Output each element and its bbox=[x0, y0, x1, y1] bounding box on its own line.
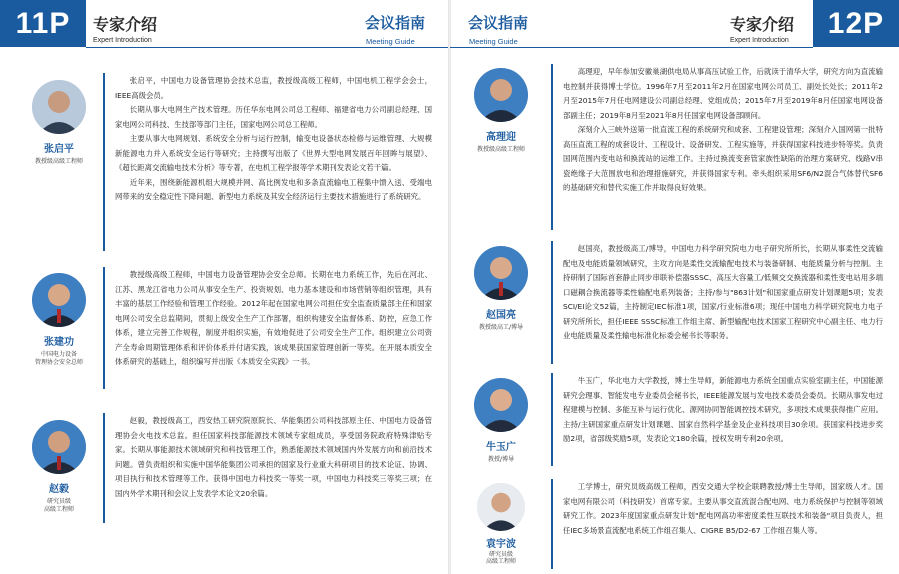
section-title: 专家介绍 bbox=[730, 15, 795, 34]
bio-accent-bar bbox=[103, 413, 105, 523]
bio-accent-bar bbox=[103, 73, 105, 251]
guide-title: 会议指南 bbox=[468, 14, 529, 32]
expert-name: 高理迎 bbox=[486, 132, 516, 143]
expert-bio: 教授级高级工程师，中国电力设备管理协会安全总师。长期在电力系统工作，先后在河北、江苏、黑龙江省电力公司从事安全生产、投资规划、电力基本建设和市场营销等组织管理，具有丰富的基层工作经验和管理工作经验。2012年起在国家电网公司担任安全监查质量部主任和国家电网公司安全总监期间，贯彻上级安全生产工作部署，组织构建安全监督体系、防控，应急工作体系，建立完善工作规程，制度并组织实施，有效地促进了公司安全生产工作。组织建立公司资产全寿命周期管理体系和评价体系并付诸实践，该成果获国家管理创新一等奖。在开展本质安全体系研究的基础上，组织编写并出版《本质安全实践》一书。 bbox=[115, 270, 432, 366]
bio-accent-bar bbox=[103, 267, 105, 389]
expert-name: 赵国亮 bbox=[486, 310, 516, 321]
expert-photo bbox=[474, 68, 528, 122]
expert-name: 袁宇波 bbox=[486, 539, 516, 550]
expert-bio: 工学博士，研究员级高级工程师，西安交通大学校企联聘教授/博士生导师，国家级人才。国家电网有限公司（科技研发）首席专家。主要从事交直流混合配电网、电力系统保护与控制等领域研究工作。2023年度国家重点研发计划"配电网高功率密度柔性互联技术和装备"项目负责人，担任IEC多场景直流配电系统工作组召集人、CIGRE B5/D2-67 工作组召集人等。 bbox=[563, 482, 883, 535]
expert-name: 张启平 bbox=[44, 144, 74, 155]
expert-title: 中国电力设备 管理协会安全总师 bbox=[34, 351, 83, 366]
expert-bio: 牛玉广，华北电力大学教授，博士生导师，新能源电力系统全国重点实验室副主任，中国能源研究会理事、智能发电专业委员会秘书长，IEEE能源发展与发电技术委员会委员。长期从事发电过程建模与控制、多能互补与运行优化、源网协同智能调控技术研究，多项技术成果获得推广应用。主持/主研国家重点研发计划课题、国家自然科学基金及企业科技项目30余项。获国家科技进步奖励2项，省部级奖励5项，发表论文180余篇，授权发明专利20余项。 bbox=[563, 376, 883, 443]
expert-photo bbox=[32, 80, 86, 134]
expert-title: 研究员级 高级工程师 bbox=[43, 498, 74, 513]
expert-bio: 赵毅，教授级高工，西安热工研究院原院长、华能集团公司科技部原主任、中国电力设备管理协会火电技术总监。担任国家科技部能源技术领域专家组成员，享受国务院政府特殊津贴专家。长期从事能源技术领域研究和科技管理工作，熟悉能源技术领域国内外发展方向和前沿技术问题。曾负责组织和实施中国华能集团公司承担的国家及行业重大科研项目的技术论证、协调、项目执行和技术管理等工作。获得中国电力科技奖一等奖一项，中国电力科技奖三等奖三项；在国内外学术期刊和会议上发表学术论文20余篇。 bbox=[115, 416, 432, 498]
expert-bio: 赵国亮，教授级高工/博导，中国电力科学研究院电力电子研究所所长，长期从事柔性交流输配电及电能质量领域研究，主攻方向是柔性交流输配电技术与装备研制、电能质量分析与控制。主持研制了国际首套静止同步串联补偿器SSSC、高压大容量工/低频交交换流器和柔性变电站用多端口磁耦合换流器等柔性输配电系列装备；主持/参与"863计划"和国家重点研发计划课题5项；发表SCI/EI论文52篇，主持制定IEC标准1项，国家/行业标准6项；现任中国电力科学研究院电力电子研究所所长，担任IEEE SSSC标准工作组主席、新型输配电技术国家工程研究中心副主任、电力行业电能质量及柔性输电标准化标委会秘书长等职务。 bbox=[563, 244, 883, 340]
header-rule bbox=[86, 47, 449, 48]
header-rule bbox=[450, 47, 813, 48]
expert-name: 赵毅 bbox=[49, 484, 69, 495]
expert-photo bbox=[477, 483, 525, 531]
page-number: 11P bbox=[0, 0, 86, 47]
expert-bio: 张启平，中国电力设备管理协会技术总监，教授级高级工程师，中国电机工程学会会士，IEEE高级会员。 长期从事大电网生产技术管理。历任华东电网公司总工程师、福建省电力公司副总经理、国家电网公司科技、生技部等部门主任，国家电网公司总工程师。 主要从事大电网规划、系统安全分析与运行控制，输变电设备状态检修与运维管理、大规模新能源电力并入系统安全运行等研究；主持撰写出版了《世界大型电网发展百年回眸与展望》、《超长距离交流输电技术分析》等专著，在电机工程学报等学术期刊发表论文若干篇。 近年来，围绕新能源机组大规模并网、高比例发电和多条直流输电工程集中馈入送、受端电网带来的安全稳定性下降问题、新型电力系统及其安全经济运行主要技术措施进行了系统研究。 bbox=[115, 76, 432, 201]
bio-accent-bar bbox=[551, 479, 553, 569]
section-title: 专家介绍 bbox=[93, 15, 158, 34]
bio-accent-bar bbox=[551, 64, 553, 230]
right-page bbox=[450, 0, 899, 574]
expert-title: 教授级高级工程师 bbox=[34, 158, 83, 165]
expert-title: 教授级高级工程师 bbox=[476, 146, 525, 153]
expert-title: 教授级高工/博导 bbox=[478, 324, 524, 331]
expert-title: 研究员级 高级工程师 bbox=[485, 551, 516, 565]
guide-subtitle: Meeting Guide bbox=[469, 37, 518, 46]
bio-accent-bar bbox=[551, 373, 553, 466]
expert-name: 张建功 bbox=[44, 337, 74, 348]
page-number: 12P bbox=[813, 0, 899, 47]
section-subtitle: Expert Introduction bbox=[730, 37, 789, 44]
expert-name: 牛玉广 bbox=[486, 442, 516, 453]
bio-accent-bar bbox=[551, 241, 553, 364]
guide-subtitle: Meeting Guide bbox=[366, 37, 415, 46]
left-page bbox=[0, 0, 449, 574]
expert-photo bbox=[32, 420, 86, 474]
guide-title: 会议指南 bbox=[365, 14, 426, 32]
expert-photo bbox=[474, 246, 528, 300]
section-subtitle: Expert Introduction bbox=[93, 37, 152, 44]
expert-photo bbox=[32, 273, 86, 327]
expert-title: 教授/博导 bbox=[487, 456, 515, 463]
expert-photo bbox=[474, 378, 528, 432]
expert-bio: 高理迎，早年参加安徽巢湖供电局从事高压试验工作，后就读于清华大学，研究方向为直流输电控制并获得博士学位。1996年7月至2011年2月在国家电网公司员工、副处长处长；2011年2月至2015年7月任电网建设公司副总经理、党组成员；2015年7月至2019年8月任国家电网设备部副主任；2019年8月至2021年8月任国家电网设备部顾问。 深刻介入三峡外送第一批直流工程的系统研究和成套、工程建设管理；深刻介入国网第一批特高压直流工程的成套设计、工程设计、设备研发、工程实施等，并获得国家科技进步特等奖。负责国网范围内变电站和换流站的运维工作。主持过换流变套管家族性缺陷的治理方案研究、线路V串瓷绝缘子大范围放电和治理措施研究，并获得国家专利。牵头组织采用SF6/N2混合气体替代SF6的基础研究和替代实施工作并取得良好效果。 bbox=[563, 67, 883, 192]
